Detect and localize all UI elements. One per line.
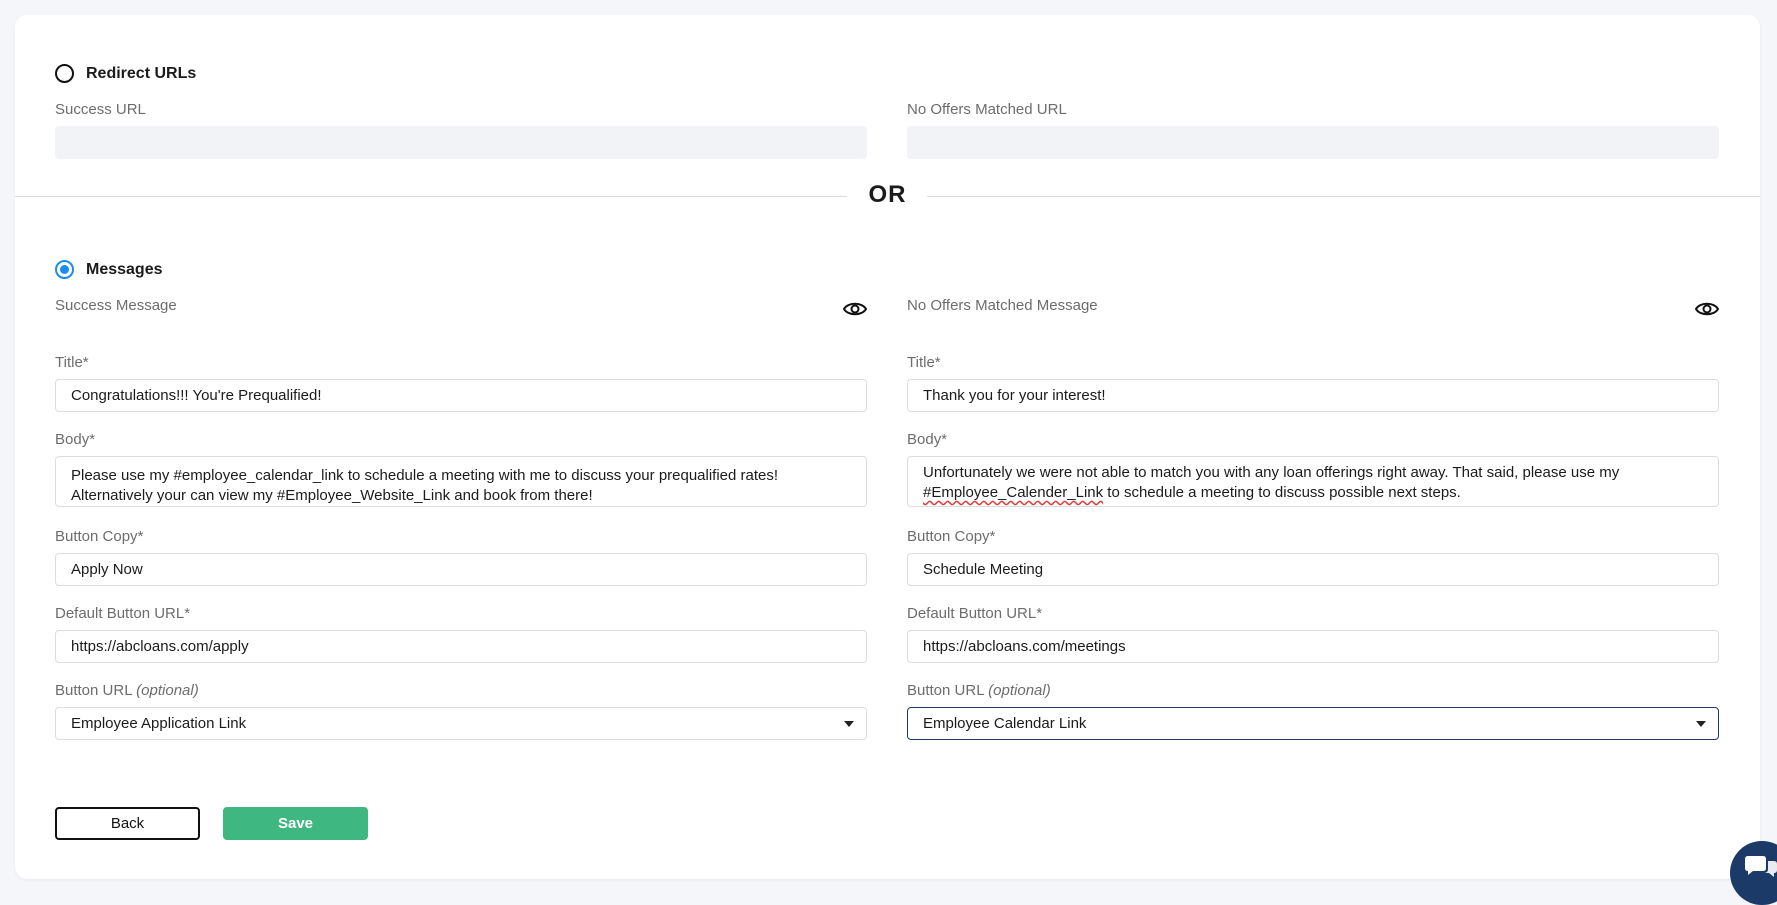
success-button-url-selected: Employee Application Link [71, 715, 247, 732]
success-button-url-optional: (optional) [136, 682, 199, 699]
no-offers-body-line1: Unfortunately we were not able to match you with any loan offerings right away. That said, please use my [923, 464, 1620, 481]
success-url-input[interactable] [55, 126, 867, 159]
messages-option[interactable] [55, 260, 163, 279]
no-offers-button-url-label-text: Button URL [907, 682, 984, 699]
redirect-urls-label: Redirect URLs [86, 64, 197, 82]
success-url-label: Success URL [55, 101, 146, 118]
success-default-url-label: Default Button URL* [55, 605, 191, 622]
success-body-textarea[interactable]: Please use my #employee_calendar_link to schedule a meeting with me to discuss your prequalified rates! Alternatively your can view my #Employee_Website_Link and book from there! [55, 456, 867, 507]
no-offers-title-input[interactable]: Thank you for your interest! [907, 379, 1719, 412]
no-offers-body-line2: to schedule a meeting to discuss possible next steps. [1103, 484, 1461, 501]
no-offers-title-label: Title* [907, 354, 941, 371]
success-default-url-input[interactable]: https://abcloans.com/apply [55, 630, 867, 663]
message-settings-card [15, 15, 1760, 879]
success-preview-eye-icon[interactable] [843, 300, 867, 318]
chat-bubbles-icon [1743, 855, 1777, 889]
caret-down-icon [844, 721, 854, 727]
success-button-copy-input[interactable]: Apply Now [55, 553, 867, 586]
success-button-copy-label: Button Copy* [55, 528, 144, 545]
caret-down-icon [1696, 721, 1706, 727]
or-divider-text: OR [868, 181, 907, 208]
success-button-url-label-text: Button URL [55, 682, 132, 699]
no-offers-default-url-label: Default Button URL* [907, 605, 1043, 622]
success-body-label: Body* [55, 431, 96, 448]
no-offers-button-url-optional: (optional) [988, 682, 1051, 699]
no-offers-message-label: No Offers Matched Message [907, 297, 1098, 314]
no-offers-default-url-input[interactable]: https://abcloans.com/meetings [907, 630, 1719, 663]
success-button-url-label [55, 682, 199, 699]
success-button-url-select[interactable] [55, 707, 867, 740]
no-offers-preview-eye-icon[interactable] [1695, 300, 1719, 318]
no-offers-body-textarea[interactable] [907, 456, 1719, 507]
no-offers-url-label: No Offers Matched URL [907, 101, 1067, 118]
no-offers-button-url-select[interactable] [907, 707, 1719, 740]
no-offers-button-copy-label: Button Copy* [907, 528, 996, 545]
redirect-urls-radio[interactable] [55, 64, 74, 83]
no-offers-button-url-selected: Employee Calendar Link [923, 715, 1087, 732]
save-button[interactable]: Save [223, 807, 368, 840]
success-title-input[interactable]: Congratulations!!! You're Prequalified! [55, 379, 867, 412]
messages-radio[interactable] [55, 260, 74, 279]
redirect-urls-option[interactable] [55, 64, 196, 83]
back-button[interactable]: Back [55, 807, 200, 840]
messages-label: Messages [86, 260, 163, 278]
success-title-label: Title* [55, 354, 89, 371]
no-offers-body-link: #Employee_Calender_Link [923, 484, 1104, 501]
success-message-label: Success Message [55, 297, 177, 314]
no-offers-button-url-label [907, 682, 1051, 699]
no-offers-url-input[interactable] [907, 126, 1719, 159]
no-offers-body-label: Body* [907, 431, 948, 448]
no-offers-button-copy-input[interactable]: Schedule Meeting [907, 553, 1719, 586]
